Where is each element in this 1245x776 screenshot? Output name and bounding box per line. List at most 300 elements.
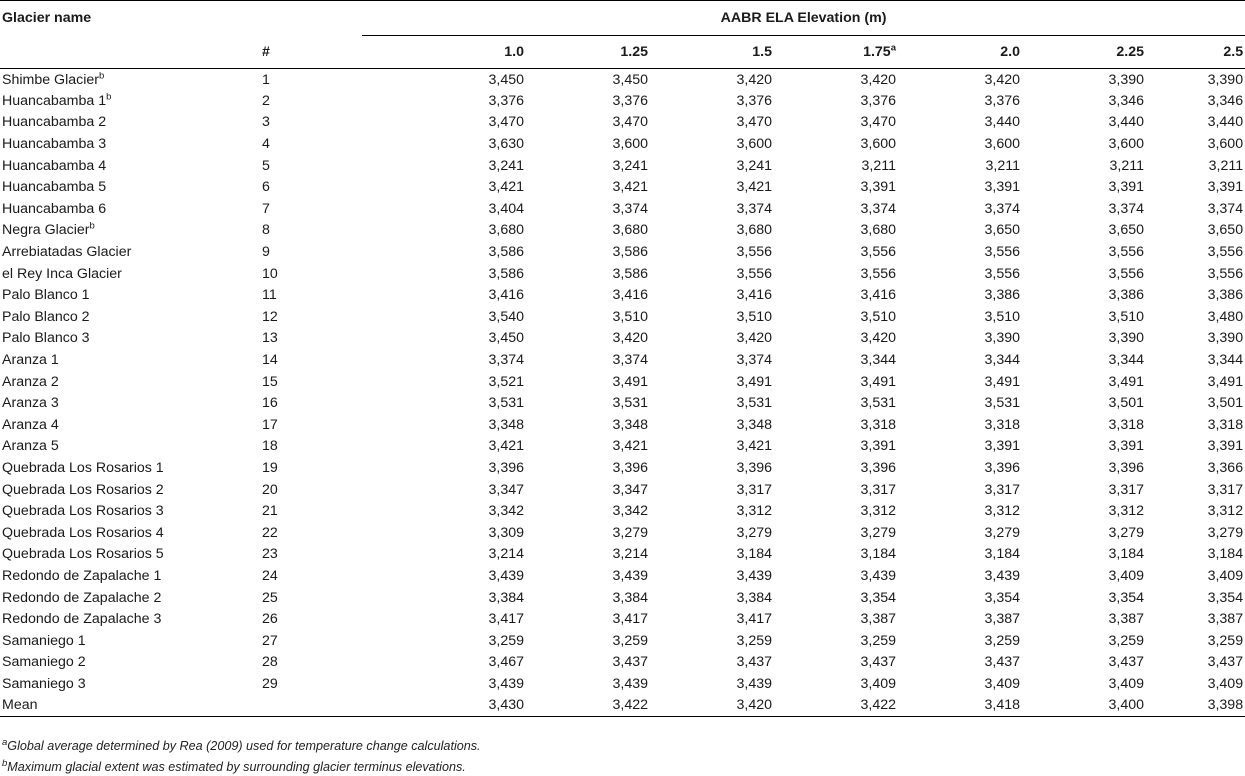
- ela-value: 3,391: [1207, 438, 1244, 455]
- ela-value: 3,344: [1108, 352, 1144, 369]
- ela-value: 3,439: [984, 567, 1020, 584]
- ela-value: 3,342: [488, 503, 524, 520]
- glacier-number: 9: [262, 244, 270, 261]
- glacier-name: Mean: [2, 697, 38, 714]
- glacier-name-cell: [0, 90, 262, 112]
- ela-value: 3,259: [736, 632, 772, 649]
- footnote-mark: b: [99, 69, 105, 81]
- table-row: [0, 457, 1245, 479]
- ela-value: 3,421: [488, 179, 524, 196]
- table-row: [0, 414, 1245, 436]
- ela-value: 3,409: [1207, 675, 1244, 692]
- header-ratio: [898, 36, 1022, 69]
- ela-value: 3,384: [488, 589, 524, 606]
- glacier-name-cell: [0, 155, 262, 177]
- table-row: [0, 608, 1245, 630]
- ela-value: 3,386: [984, 287, 1020, 304]
- glacier-name-cell: [0, 349, 262, 371]
- ela-value: 3,396: [984, 459, 1020, 476]
- glacier-number: 4: [262, 136, 270, 153]
- glacier-name: Quebrada Los Rosarios 1: [2, 459, 164, 476]
- ela-value: 3,437: [860, 654, 896, 671]
- ela-value: 3,396: [736, 459, 772, 476]
- ela-value: 3,510: [1108, 308, 1144, 325]
- footnote-a-mark: a: [2, 736, 8, 748]
- table-row: [0, 69, 1245, 91]
- ela-value: 3,600: [1207, 136, 1244, 153]
- ela-value: 3,390: [1207, 330, 1244, 347]
- ela-value: 3,374: [984, 200, 1020, 217]
- glacier-name-cell: [0, 522, 262, 544]
- glacier-name-cell: [0, 133, 262, 155]
- ela-value: 3,600: [984, 136, 1020, 153]
- ela-value: 3,531: [984, 395, 1020, 412]
- ela-value: 3,680: [736, 222, 772, 239]
- ela-value: 3,342: [612, 503, 648, 520]
- table-row: [0, 630, 1245, 652]
- ela-value: 3,556: [860, 244, 896, 261]
- ela-value: 3,354: [860, 589, 896, 606]
- ela-value: 3,374: [488, 352, 524, 369]
- ela-value: 3,211: [1109, 157, 1144, 174]
- ela-value: 3,386: [1108, 287, 1144, 304]
- ela-value: 3,184: [984, 546, 1020, 563]
- table-row: [0, 306, 1245, 328]
- ela-value: 3,521: [488, 373, 524, 390]
- glacier-name-cell: [0, 565, 262, 587]
- ela-value: 3,501: [1207, 395, 1244, 412]
- ela-value: 3,600: [612, 136, 648, 153]
- ela-value: 3,439: [488, 675, 524, 692]
- ela-value: 3,387: [860, 611, 896, 628]
- glacier-name: Redondo de Zapalache 3: [2, 611, 162, 628]
- table-row: [0, 263, 1245, 285]
- glacier-number: 23: [262, 546, 278, 563]
- ela-value: 3,376: [984, 92, 1020, 109]
- glacier-name-cell: [0, 673, 262, 695]
- ela-value: 3,439: [612, 675, 648, 692]
- glacier-name: Huancabamba 6: [2, 200, 107, 217]
- ela-value: 3,450: [612, 71, 648, 88]
- ela-value: 3,421: [612, 438, 648, 455]
- glacier-name: Quebrada Los Rosarios 3: [2, 503, 164, 520]
- ela-value: 3,531: [488, 395, 524, 412]
- ela-value: 3,439: [736, 675, 772, 692]
- header-ratio-label: 1.0: [504, 44, 524, 60]
- table-row: [0, 176, 1245, 198]
- ela-value: 3,600: [736, 136, 772, 153]
- ela-value: 3,390: [984, 330, 1020, 347]
- ela-value: 3,241: [736, 157, 772, 174]
- glacier-number: 6: [262, 179, 270, 196]
- ela-value: 3,409: [860, 675, 896, 692]
- table-row: [0, 436, 1245, 458]
- glacier-number: 25: [262, 589, 278, 606]
- ela-value: 3,556: [1108, 265, 1144, 282]
- ela-value: 3,437: [736, 654, 772, 671]
- ela-value: 3,421: [488, 438, 524, 455]
- footnote-mark: b: [89, 220, 95, 232]
- ela-value: 3,259: [612, 632, 648, 649]
- ela-value: 3,317: [1108, 481, 1144, 498]
- ela-value: 3,409: [1108, 567, 1144, 584]
- ela-value: 3,437: [612, 654, 648, 671]
- header-ratio-footnote-mark: a: [890, 42, 896, 54]
- glacier-name: Palo Blanco 3: [2, 330, 90, 347]
- glacier-name: Negra Glacier: [2, 222, 90, 239]
- table-row: [0, 241, 1245, 263]
- glacier-number: 24: [262, 567, 278, 584]
- glacier-number: 16: [262, 395, 278, 412]
- header-aabr-ela: AABR ELA Elevation (m): [362, 1, 1245, 36]
- glacier-number: 22: [262, 524, 278, 541]
- glacier-name-cell: [0, 630, 262, 652]
- ela-value: 3,348: [488, 416, 524, 433]
- glacier-number: 18: [262, 438, 278, 455]
- glacier-name-cell: [0, 220, 262, 242]
- ela-value: 3,391: [1108, 179, 1144, 196]
- glacier-number: 17: [262, 416, 278, 433]
- header-blank: [0, 36, 262, 69]
- glacier-number: 11: [262, 287, 277, 304]
- table-row: [0, 479, 1245, 501]
- ela-value: 3,600: [860, 136, 896, 153]
- ela-value: 3,391: [860, 179, 896, 196]
- ela-value: 3,317: [984, 481, 1020, 498]
- glacier-number: 14: [262, 352, 278, 369]
- glacier-name: Huancabamba 1: [2, 92, 107, 109]
- glacier-name: Palo Blanco 2: [2, 308, 90, 325]
- glacier-name-cell: [0, 176, 262, 198]
- glacier-name: Quebrada Los Rosarios 5: [2, 546, 164, 563]
- ela-value: 3,650: [1207, 222, 1244, 239]
- glacier-name: Aranza 5: [2, 438, 59, 455]
- ela-value: 3,556: [1207, 244, 1244, 261]
- glacier-name-cell: [0, 436, 262, 458]
- ela-value: 3,374: [736, 200, 772, 217]
- ela-value: 3,586: [488, 244, 524, 261]
- ela-value: 3,184: [1207, 546, 1244, 563]
- ela-value: 3,312: [736, 503, 772, 520]
- glacier-number: 2: [262, 92, 270, 109]
- glacier-number: 5: [262, 157, 270, 174]
- glacier-name: Quebrada Los Rosarios 2: [2, 481, 164, 498]
- ela-value: 3,374: [736, 352, 772, 369]
- ela-value: 3,440: [1108, 114, 1144, 131]
- ela-value: 3,396: [1108, 459, 1144, 476]
- ela-value: 3,354: [1108, 589, 1144, 606]
- ela-value: 3,241: [612, 157, 648, 174]
- ela-value: 3,312: [1108, 503, 1144, 520]
- footnote-a: [2, 736, 481, 753]
- ela-value: 3,556: [984, 244, 1020, 261]
- glacier-name-cell: [0, 695, 262, 717]
- glacier-name: Huancabamba 4: [2, 157, 107, 174]
- ela-value: 3,211: [985, 157, 1020, 174]
- ela-value: 3,391: [1207, 179, 1244, 196]
- table-row: [0, 673, 1245, 695]
- ela-value: 3,416: [488, 287, 524, 304]
- table-row: [0, 587, 1245, 609]
- footnote-a-text: Global average determined by Rea (2009) used for temperature change calculations.: [7, 739, 481, 753]
- ela-value: 3,309: [488, 524, 524, 541]
- table-row: [0, 90, 1245, 112]
- ela-value: 3,586: [612, 244, 648, 261]
- ela-value: 3,391: [1108, 438, 1144, 455]
- ela-value: 3,470: [860, 114, 896, 131]
- glacier-name-cell: [0, 652, 262, 674]
- ela-value: 3,214: [488, 546, 524, 563]
- ela-value: 3,312: [860, 503, 896, 520]
- ela-value: 3,374: [612, 200, 648, 217]
- ela-value: 3,409: [984, 675, 1020, 692]
- ela-value: 3,184: [860, 546, 896, 563]
- glacier-name: Redondo de Zapalache 1: [2, 567, 162, 584]
- glacier-number: 15: [262, 373, 278, 390]
- ela-value: 3,510: [984, 308, 1020, 325]
- ela-value: 3,467: [488, 654, 524, 671]
- ela-value: 3,184: [736, 546, 772, 563]
- table-row: [0, 349, 1245, 371]
- ela-value: 3,556: [1108, 244, 1144, 261]
- footnote-b-mark: b: [2, 757, 8, 769]
- glacier-name: Aranza 4: [2, 416, 59, 433]
- ela-value: 3,347: [612, 481, 648, 498]
- ela-value: 3,556: [1207, 265, 1244, 282]
- ela-value: 3,416: [860, 287, 896, 304]
- ela-value: 3,510: [736, 308, 772, 325]
- ela-value: 3,387: [1207, 611, 1244, 628]
- ela-value: 3,437: [984, 654, 1020, 671]
- ela-value: 3,510: [860, 308, 896, 325]
- ela-value: 3,417: [736, 611, 772, 628]
- glacier-name: Shimbe Glacier: [2, 71, 99, 88]
- ela-value: 3,184: [1108, 546, 1144, 563]
- ela-value: 3,348: [736, 416, 772, 433]
- ela-value: 3,211: [861, 157, 896, 174]
- header-ratio-label: 2.0: [1000, 44, 1020, 60]
- ela-value: 3,491: [860, 373, 896, 390]
- glacier-number: 10: [262, 265, 278, 282]
- ela-value: 3,318: [1108, 416, 1144, 433]
- ela-value: 3,650: [984, 222, 1020, 239]
- glacier-name-cell: [0, 112, 262, 134]
- ela-value: 3,390: [1207, 71, 1244, 88]
- glacier-number: 1: [262, 71, 270, 88]
- ela-value: 3,470: [612, 114, 648, 131]
- ela-value: 3,439: [860, 567, 896, 584]
- table-row: [0, 220, 1245, 242]
- table-row: [0, 328, 1245, 350]
- ela-value: 3,420: [736, 71, 772, 88]
- header-ratio-label: 1.25: [620, 44, 648, 60]
- glacier-name-cell: [0, 500, 262, 522]
- ela-value: 3,470: [736, 114, 772, 131]
- ela-value: 3,366: [1207, 459, 1244, 476]
- ela-value: 3,531: [736, 395, 772, 412]
- ela-value: 3,420: [860, 330, 896, 347]
- ela-value: 3,491: [1108, 373, 1144, 390]
- glacier-name-cell: [0, 608, 262, 630]
- ela-value: 3,556: [984, 265, 1020, 282]
- glacier-name-cell: [0, 328, 262, 350]
- ela-value: 3,391: [984, 438, 1020, 455]
- ela-value: 3,259: [860, 632, 896, 649]
- ela-value: 3,680: [488, 222, 524, 239]
- ela-value: 3,420: [612, 330, 648, 347]
- ela-value: 3,531: [860, 395, 896, 412]
- table-body: [0, 69, 1245, 717]
- table-row: [0, 652, 1245, 674]
- glacier-name-cell: [0, 457, 262, 479]
- ela-value: 3,531: [612, 395, 648, 412]
- header-number: #: [262, 43, 270, 60]
- glacier-name-cell: [0, 544, 262, 566]
- table-row: [0, 198, 1245, 220]
- ela-value: 3,347: [488, 481, 524, 498]
- ela-value: 3,384: [612, 589, 648, 606]
- glacier-number: 20: [262, 481, 278, 498]
- ela-value: 3,491: [1207, 373, 1244, 390]
- glacier-name-cell: [0, 392, 262, 414]
- glacier-name: Aranza 3: [2, 395, 59, 412]
- ela-value: 3,317: [1207, 481, 1244, 498]
- glacier-number: 3: [262, 114, 270, 131]
- ela-value: 3,396: [488, 459, 524, 476]
- ela-value: 3,586: [488, 265, 524, 282]
- table-row: [0, 392, 1245, 414]
- ela-value: 3,241: [488, 157, 524, 174]
- glacier-number: 19: [262, 459, 278, 476]
- header-ratio-label: 1.75: [863, 44, 891, 60]
- ela-value: 3,344: [984, 352, 1020, 369]
- table-row: [0, 544, 1245, 566]
- ela-value: 3,409: [1108, 675, 1144, 692]
- ela-value: 3,374: [612, 352, 648, 369]
- ela-value: 3,318: [860, 416, 896, 433]
- glacier-name: Arrebiatadas Glacier: [2, 244, 132, 261]
- glacier-name-cell: [0, 479, 262, 501]
- ela-value: 3,491: [984, 373, 1020, 390]
- header-ratio: [362, 36, 526, 69]
- header-spacer: [262, 1, 362, 36]
- ela-value: 3,409: [1207, 567, 1244, 584]
- ela-value: 3,344: [860, 352, 896, 369]
- ela-value: 3,404: [488, 200, 524, 217]
- ela-value: 3,450: [488, 71, 524, 88]
- ela-value: 3,374: [860, 200, 896, 217]
- header-ratio: [774, 36, 898, 69]
- ela-value: 3,540: [488, 308, 524, 325]
- header-ratio-label: 2.25: [1116, 44, 1144, 60]
- ela-value: 3,440: [1207, 114, 1244, 131]
- header-glacier-name: Glacier name: [2, 10, 92, 27]
- ela-value: 3,418: [984, 697, 1020, 714]
- glacier-number: 13: [262, 330, 278, 347]
- ela-value: 3,400: [1108, 697, 1144, 714]
- ela-value: 3,214: [612, 546, 648, 563]
- glacier-name: Huancabamba 2: [2, 114, 107, 131]
- ela-value: 3,312: [1207, 503, 1244, 520]
- ela-value: 3,279: [984, 524, 1020, 541]
- ela-value: 3,259: [1108, 632, 1144, 649]
- ela-value: 3,317: [860, 481, 896, 498]
- glacier-number: 26: [262, 611, 278, 628]
- glacier-name: el Rey Inca Glacier: [2, 265, 122, 282]
- glacier-name: Huancabamba 3: [2, 136, 107, 153]
- ela-value: 3,346: [1108, 92, 1144, 109]
- ela-value: 3,396: [860, 459, 896, 476]
- ela-value: 3,384: [736, 589, 772, 606]
- ela-value: 3,510: [612, 308, 648, 325]
- ela-value: 3,416: [736, 287, 772, 304]
- ela-value: 3,387: [984, 611, 1020, 628]
- header-ratio: [526, 36, 650, 69]
- ela-value: 3,421: [612, 179, 648, 196]
- ela-value: 3,259: [984, 632, 1020, 649]
- footnote-b-text: Maximum glacial extent was estimated by surrounding glacier terminus elevations.: [7, 760, 466, 774]
- ela-value: 3,439: [488, 567, 524, 584]
- glacier-name-cell: [0, 306, 262, 328]
- glacier-name: Quebrada Los Rosarios 4: [2, 524, 164, 541]
- ela-value: 3,376: [488, 92, 524, 109]
- glacier-number: [262, 695, 362, 717]
- ela-value: 3,398: [1207, 697, 1244, 714]
- ela-value: 3,422: [612, 697, 648, 714]
- table-row: [0, 112, 1245, 134]
- ela-value: 3,390: [1108, 330, 1144, 347]
- glacier-number: 28: [262, 654, 278, 671]
- ela-value: 3,376: [860, 92, 896, 109]
- ela-value: 3,416: [612, 287, 648, 304]
- ela-value: 3,417: [488, 611, 524, 628]
- ela-value: 3,420: [736, 697, 772, 714]
- table-row: [0, 371, 1245, 393]
- ela-value: 3,391: [984, 179, 1020, 196]
- ela-value: 3,390: [1108, 71, 1144, 88]
- ela-value: 3,396: [612, 459, 648, 476]
- glacier-name: Samaniego 2: [2, 654, 86, 671]
- ela-value: 3,556: [860, 265, 896, 282]
- ela-value: 3,491: [736, 373, 772, 390]
- glacier-name: Aranza 2: [2, 373, 59, 390]
- ela-value: 3,259: [1207, 632, 1244, 649]
- footnote-mark: b: [106, 91, 112, 103]
- header-ratio-label: 2.5: [1223, 44, 1244, 60]
- table-row: [0, 565, 1245, 587]
- glacier-number: 27: [262, 632, 278, 649]
- glacier-number: 21: [262, 503, 278, 520]
- ela-value: 3,600: [1108, 136, 1144, 153]
- ela-value: 3,680: [612, 222, 648, 239]
- footnote-b: [2, 757, 466, 774]
- glacier-name-cell: [0, 69, 262, 91]
- ela-value: 3,491: [612, 373, 648, 390]
- ela-value: 3,279: [860, 524, 896, 541]
- ela-value: 3,437: [1207, 654, 1244, 671]
- ela-value: 3,470: [488, 114, 524, 131]
- ela-value: 3,501: [1108, 395, 1144, 412]
- table-row: [0, 155, 1245, 177]
- ela-value: 3,420: [736, 330, 772, 347]
- ela-value: 3,374: [1108, 200, 1144, 217]
- ela-value: 3,650: [1108, 222, 1144, 239]
- ela-value: 3,417: [612, 611, 648, 628]
- ela-value: 3,439: [736, 567, 772, 584]
- ela-value: 3,354: [984, 589, 1020, 606]
- glacier-name-cell: [0, 284, 262, 306]
- table-row: [0, 133, 1245, 155]
